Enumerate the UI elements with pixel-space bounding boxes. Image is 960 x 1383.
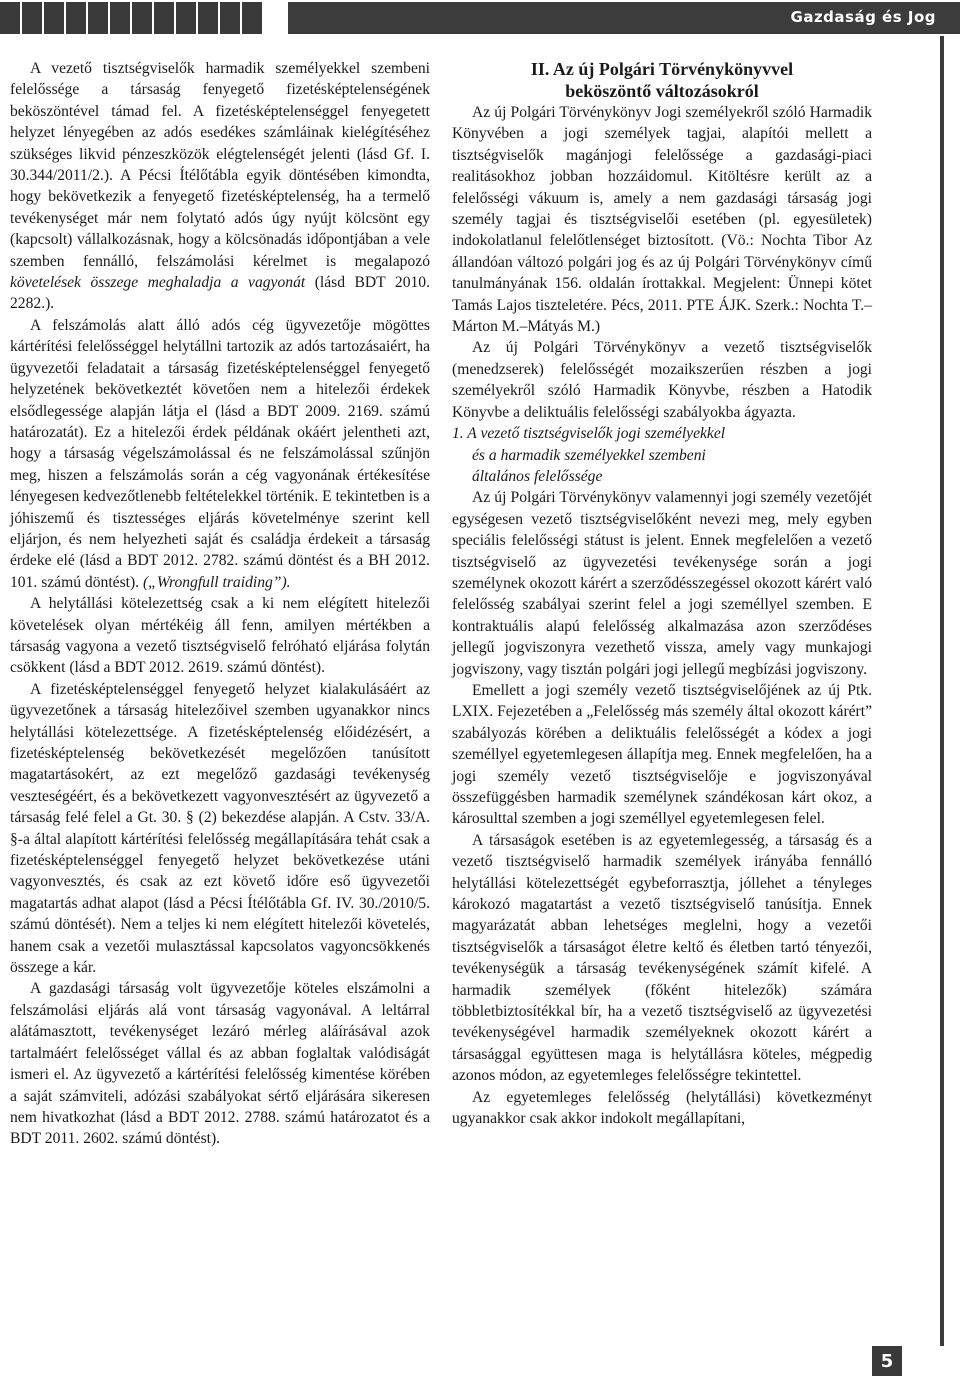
header-block <box>44 2 64 34</box>
header-block <box>154 2 174 34</box>
paragraph-text: A vezető tisztségviselők harmadik személyekkel szembeni felelőssége a társaság fenyegető fizetésképtelenségének beköszöntével támad fel. A fizetésképtelenséggel fenyegetett helyzet lényegében az adós esedékes számláinak kielégítéséhez szükséges likvid pénzeszközök elégtelenségét jelenti (lásd Gf. I. 30.344/2011/2.). A Pécsi Ítélőtábla egyik döntésében kimondta, hogy bekövetkezik a fenyegető fizetésképtelenség, ha a termelő tevékenységet már nem folytató adós úgy nyújt kölcsönt egy (kapcsolt) vállalkozásnak, hogy a kölcsönadás időpontjában a vele szemben fennálló, felszámolási kérelmet is megalapozó <box>10 60 430 270</box>
paragraph: Az új Polgári Törvénykönyv a vezető tisztségviselők (menedzserek) felelősségét mozaikszerűen részben a jogi személyekről szóló Harmadik Könyvbe, részben a Hatodik Könyvbe a deliktuális felelősségi szabályokba ágyazta. <box>452 339 872 421</box>
paragraph-text: A felszámolás alatt álló adós cég ügyvezetője mögöttes kártérítési felelősséggel helytállni tartozik az adós tartozásaiért, ha ügyvezetői feladatait a társaság fizetésképtelenséggel fenyegető helyzetének bekövetkeztét követően nem a hitelezői érdekek elsődlegessége alapján látja el (lásd a BDT 2009. 2169. számú határozatát). Ez a hitelezői érdek példának okáért jelentheti azt, hogy a társaság végelszámolással és ne felszámolással szűnjön meg, hiszen a felszámolás során a cég vagyonának értékesítése lényegesen kedvezőtlenebb feltételekkel történik. E tekintetben is a jóhiszemű és tisztességes eljárás követelménye szerint kell eljárjon, és nem helyezheti saját és családja érdekeit a társaság érdeke elé (lásd a BDT 2012. 2782. számú döntést és a BH 2012. 101. számú döntést). <box>10 316 430 591</box>
section-title: Gazdaság és Jog <box>790 8 936 26</box>
paragraph: A fizetésképtelenséggel fenyegető helyzet kialakulásáért az ügyvezetőnek a társaság hitelezőivel szemben ugyanakkor nincs helytállási kötelezettsége. A fizetésképtelenség előidézésért, a fizetésképtelenség bekövetkezését megelőzően tanúsított magatartásokért, az ezt megelőző gazdasági tevékenység veszteségéért, és a bekövetkezett vagyonvesztésért az ügyvezető a társaság felé felel a Gt. 30. § (2) bekezdése alapján. A Cstv. 33/A. §-a által alapított kártérítési felelősség megállapítására tehát csak a fizetésképtelenséggel fenyegető helyzet bekövetkezése utáni vagyonvesztés, és csak az ezt követő időre eső ügyvezetői magatartás adhat alapot (lásd a Pécsi Ítélőtábla Gf. IV. 30./2010/5. számú döntését). Nem a teljes ki nem elégített hitelezői követelés, hanem csak a vezetői mulasztással kapcsolatos vagyoncsökkenés összege a kár. <box>10 680 430 977</box>
paragraph: Az egyetemleges felelősség (helytállási) következményt ugyanakkor csak akkor indokolt megállapítani, <box>452 1088 872 1128</box>
header-block <box>220 2 240 34</box>
header-block <box>176 2 196 34</box>
header-block <box>110 2 130 34</box>
paragraph: Az új Polgári Törvénykönyv Jogi személyekről szóló Harmadik Könyvében a jogi személyek tagjai, alapítói mellett a tisztségviselők magánjogi felelőssége a gazdasági-piaci realitásokhoz jobban hozzáidomul. Kitöltésre került az a felelősségi vákuum is, amely a nem gazdasági társaság jogi személy tagjai és tisztségviselői esetében (pl. egyesületek) indokolatlanul felelőtlenséget biztosított. (Vö.: Nochta Tibor Az állandóan változó polgári jog és az új Polgári Törvénykönyv című tanulmányának 156. oldalán írottakkal. Megjelent: Ünnepi kötet Tamás Lajos tiszteletére. Pécs, 2011. PTE ÁJK. Szerk.: Nochta T.–Márton M.–Mátyás M.) <box>452 104 872 336</box>
left-column <box>10 58 430 1150</box>
header-block <box>88 2 108 34</box>
right-margin-rule <box>940 36 944 1346</box>
right-column <box>452 58 872 1130</box>
paragraph-text: (lásd BDT 2010. 2282.). <box>10 274 430 313</box>
italic-text: („Wrongfull traiding”). <box>142 573 291 591</box>
paragraph: A helytállási kötelezettség csak a ki nem elégített hitelezői követelések olyan mértékéig áll fenn, amilyen mértékben a társaság vagyona a vezető tisztségviselő felróható eljárása folytán csökkent (lásd a BDT 2012. 2619. számú döntést). <box>10 595 430 677</box>
italic-text: követelések összege meghaladja a vagyonát <box>10 274 306 292</box>
header-block <box>0 2 20 34</box>
header-block <box>198 2 218 34</box>
subsection-heading <box>452 423 872 487</box>
header-decoration-blocks <box>0 2 262 34</box>
page-number: 5 <box>872 1346 902 1376</box>
heading-line: II. Az új Polgári Törvénykönyvvel <box>530 59 794 79</box>
header-block <box>66 2 86 34</box>
header-block <box>22 2 42 34</box>
paragraph <box>10 315 430 593</box>
paragraph: Emellett a jogi személy vezető tisztségviselőjének az új Ptk. LXIX. Fejezetében a „Felelősség más személy által okozott kárért” szabályozás körében a deliktuális felelősségét a kódex a jogi személlyel egyetemlegesen állapítja meg. Ennek megfelelően, ha a jogi személy vezető tisztségviselője e jogviszonyával összefüggésben harmadik személynek szándékosan kárt okoz, a károsulttal szemben a jogi személlyel egyetemlegesen felel. <box>452 681 872 828</box>
header-block <box>242 2 262 34</box>
subheading-line: általános felelőssége <box>472 467 603 485</box>
subheading-line: 1. A vezető tisztségviselők jogi személyekkel <box>452 425 726 443</box>
paragraph <box>10 58 430 315</box>
paragraph: A társaságok esetében is az egyetemlegesség, a társaság és a vezető tisztségviselő harmadik személyek irányába fennálló helytállási kötelezettségét egybeforrasztja, jóllehet a tényleges károkozó magatartást a vezető tisztségviselő tanúsítja. Ennek magyarázatát abban lehetséges meglelni, hogy a vezetői tisztségviselők a társaságot életre keltő és életben tartó tényezői, tevékenységük a társaság tevékenységének számít kifelé. A harmadik személyek (főként hitelezők) számára többletbiztosítékkal bír, ha a vezető tisztségviselő az ügyvezetési tevékenységével harmadik személyeknek okozott kárért a társasággal együttesen maga is helytállásra köteles, mégpedig azonos módon, az egyetemleges felelősségre tekintettel. <box>452 831 872 1085</box>
heading-line: beköszöntő változásokról <box>565 81 759 101</box>
section-heading <box>452 58 872 102</box>
header-block <box>132 2 152 34</box>
subheading-line: és a harmadik személyekkel szembeni <box>472 446 706 464</box>
paragraph: A gazdasági társaság volt ügyvezetője köteles elszámolni a felszámolási eljárás alá vont társaság vagyonával. A leltárral alátámasztott, tevékenységet lezáró mérleg aláírásával azok tartalmáért felelősséget vállal és az abban foglaltak valódiságát ismeri el. Az ügyvezető a kártérítési felelősség kimentése körében a saját számviteli, adózási szabályokat sértő eljárására sikeresen nem hivatkozhat (lásd a BDT 2012. 2788. számú határozatot és a BDT 2011. 2602. számú döntést). <box>10 980 430 1148</box>
page-header <box>0 0 960 36</box>
paragraph: Az új Polgári Törvénykönyv valamennyi jogi személy vezetőjét egységesen vezető tisztségviselőként nevezi meg, mely egyben speciális felelősségi státust is jelent. Ennek megfelelően a vezető tisztségviselő az ügyvezetési tevékenysége során a jogi személynek okozott kárért a szerződésszegéssel okozott kárért való felelősség szabályai szerint felel a jogi személlyel szemben. E kontraktuális alapú felelősség alkalmazása azon szerződéses jellegű jogviszonyra vezethető vissza, amely vagy munkajogi jogviszony, vagy tisztán polgári jogi jellegű megbízási jogviszony. <box>452 489 872 678</box>
